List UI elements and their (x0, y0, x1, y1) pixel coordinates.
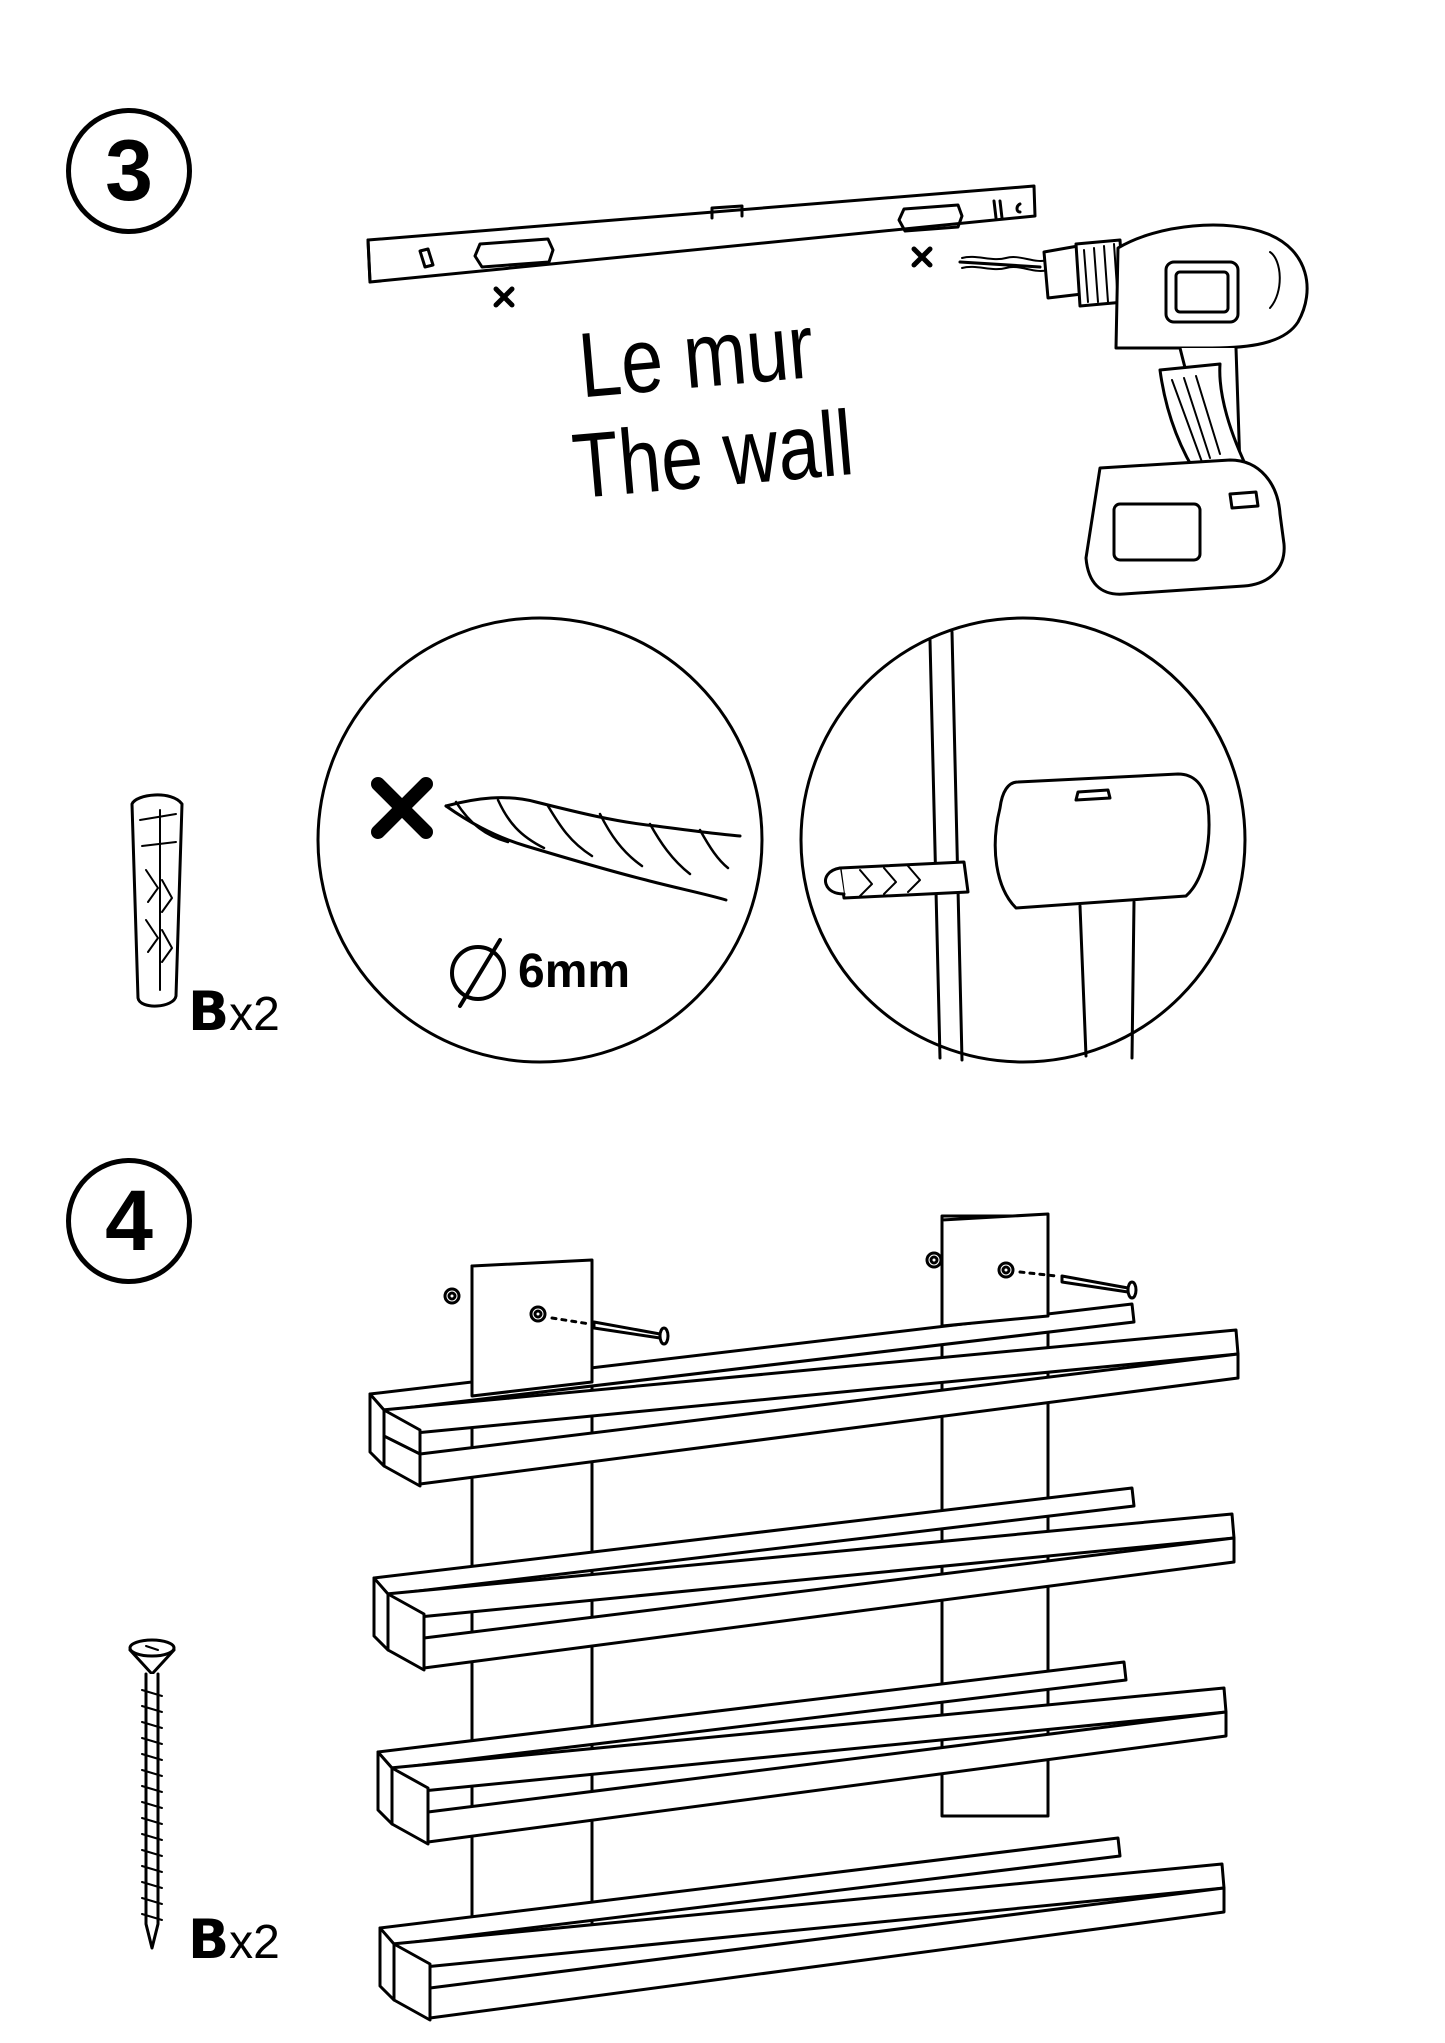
screw-icon (130, 1640, 174, 1948)
wall-edge (930, 632, 962, 1060)
drill-bit-icon (446, 798, 740, 900)
wall-plug-part-icon (132, 795, 182, 1006)
wall-label-en: The wall (568, 392, 858, 519)
screw-part-count: x2 (229, 1916, 280, 1969)
drill-diameter-label: 6mm (518, 945, 631, 998)
anchor-part-letter: B (188, 980, 230, 1043)
diameter-icon (452, 940, 504, 1006)
step-4-number: 4 (105, 1172, 153, 1269)
cross-mark-icon (378, 784, 426, 832)
anchor-quantity (188, 980, 280, 1043)
cordless-drill-icon (960, 225, 1307, 594)
screw-part-letter: B (188, 1908, 230, 1971)
wall-shelf-icon (370, 1214, 1238, 2020)
spirit-level-icon (368, 186, 1035, 282)
wall-label (560, 294, 857, 518)
screw-quantity (188, 1908, 280, 1971)
anchor-part-count: x2 (229, 988, 280, 1041)
wall-plug-icon (826, 862, 968, 898)
wall-label-fr: Le mur (574, 295, 818, 418)
step-4-badge (66, 1158, 192, 1284)
hammer-icon (995, 774, 1209, 1058)
step-3-number: 3 (105, 122, 153, 219)
